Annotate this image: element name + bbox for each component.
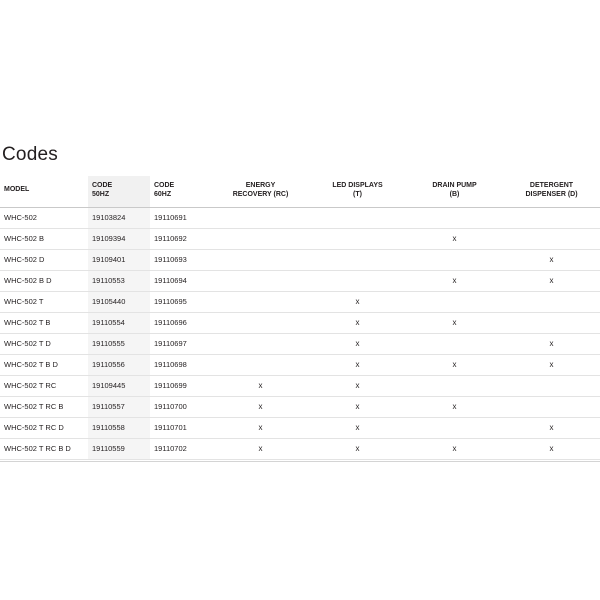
cell-model: WHC-502 T RC B D: [0, 438, 88, 459]
cell-model: WHC-502 T RC B: [0, 396, 88, 417]
cell-code-50hz: 19110555: [88, 333, 150, 354]
cell-model: WHC-502 B D: [0, 270, 88, 291]
codes-table: [0, 176, 600, 460]
column-header-code-60hz: [150, 176, 212, 207]
cell-led-displays: [309, 228, 406, 249]
cell-code-60hz: 19110691: [150, 207, 212, 228]
column-header-energy-recovery-line1: ENERGY: [245, 182, 276, 189]
cell-detergent-dispenser: x: [503, 249, 600, 270]
cell-energy-recovery: x: [212, 417, 309, 438]
cell-led-displays: x: [309, 291, 406, 312]
table-row: [0, 207, 600, 228]
column-header-detergent-dispenser: [503, 176, 600, 207]
cell-drain-pump: [406, 291, 503, 312]
table-row: [0, 375, 600, 396]
cell-detergent-dispenser: [503, 207, 600, 228]
column-header-code-50hz-line1: CODE: [92, 182, 113, 189]
cell-detergent-dispenser: [503, 291, 600, 312]
cell-code-50hz: 19109394: [88, 228, 150, 249]
cell-energy-recovery: [212, 354, 309, 375]
cell-led-displays: x: [309, 354, 406, 375]
cell-code-60hz: 19110702: [150, 438, 212, 459]
cell-drain-pump: x: [406, 354, 503, 375]
cell-detergent-dispenser: [503, 312, 600, 333]
cell-drain-pump: [406, 249, 503, 270]
cell-led-displays: x: [309, 438, 406, 459]
cell-code-50hz: 19103824: [88, 207, 150, 228]
table-header: [0, 176, 600, 207]
table-row: [0, 228, 600, 249]
cell-detergent-dispenser: x: [503, 417, 600, 438]
cell-detergent-dispenser: [503, 228, 600, 249]
table-row: [0, 270, 600, 291]
cell-detergent-dispenser: x: [503, 333, 600, 354]
cell-led-displays: x: [309, 333, 406, 354]
cell-led-displays: x: [309, 375, 406, 396]
column-header-led-displays-line2: (T): [353, 190, 362, 198]
column-header-led-displays-line1: LED DISPLAYS: [332, 182, 383, 189]
cell-model: WHC-502 T RC: [0, 375, 88, 396]
column-header-drain-pump: [406, 176, 503, 207]
cell-detergent-dispenser: [503, 396, 600, 417]
cell-energy-recovery: x: [212, 396, 309, 417]
cell-detergent-dispenser: [503, 375, 600, 396]
cell-code-60hz: 19110699: [150, 375, 212, 396]
table-row: [0, 333, 600, 354]
cell-code-60hz: 19110694: [150, 270, 212, 291]
table-row: [0, 354, 600, 375]
cell-code-50hz: 19105440: [88, 291, 150, 312]
cell-energy-recovery: [212, 312, 309, 333]
cell-code-50hz: 19110554: [88, 312, 150, 333]
table-row: [0, 396, 600, 417]
column-header-drain-pump-line1: DRAIN PUMP: [432, 182, 477, 189]
cell-drain-pump: [406, 207, 503, 228]
cell-code-50hz: 19109401: [88, 249, 150, 270]
cell-code-60hz: 19110693: [150, 249, 212, 270]
column-header-drain-pump-line2: (B): [449, 190, 460, 198]
cell-drain-pump: x: [406, 312, 503, 333]
column-header-led-displays: [309, 176, 406, 207]
codes-table-container: [0, 176, 600, 460]
column-header-energy-recovery-line2: RECOVERY (RC): [232, 190, 289, 198]
cell-model: WHC-502 T B D: [0, 354, 88, 375]
cell-drain-pump: x: [406, 270, 503, 291]
cell-led-displays: x: [309, 396, 406, 417]
column-header-code-60hz-line1: CODE: [154, 182, 175, 189]
column-header-detergent-dispenser-line2: DISPENSER (D): [525, 190, 578, 198]
cell-detergent-dispenser: x: [503, 270, 600, 291]
cell-model: WHC-502 T: [0, 291, 88, 312]
cell-detergent-dispenser: x: [503, 354, 600, 375]
cell-code-50hz: 19110557: [88, 396, 150, 417]
cell-code-60hz: 19110700: [150, 396, 212, 417]
cell-drain-pump: x: [406, 438, 503, 459]
column-header-code-50hz-line2: 50HZ: [92, 190, 110, 198]
cell-led-displays: x: [309, 312, 406, 333]
cell-detergent-dispenser: x: [503, 438, 600, 459]
cell-energy-recovery: [212, 333, 309, 354]
cell-energy-recovery: x: [212, 438, 309, 459]
column-header-code-60hz-line2: 60HZ: [154, 190, 172, 198]
cell-code-60hz: 19110696: [150, 312, 212, 333]
cell-model: WHC-502 B: [0, 228, 88, 249]
table-row: [0, 249, 600, 270]
cell-code-60hz: 19110698: [150, 354, 212, 375]
cell-code-60hz: 19110697: [150, 333, 212, 354]
cell-energy-recovery: [212, 249, 309, 270]
cell-led-displays: [309, 270, 406, 291]
cell-code-50hz: 19110558: [88, 417, 150, 438]
column-header-energy-recovery: [212, 176, 309, 207]
cell-code-50hz: 19110553: [88, 270, 150, 291]
table-row: [0, 291, 600, 312]
table-row: [0, 312, 600, 333]
cell-code-50hz: 19110556: [88, 354, 150, 375]
column-header-model-line1: MODEL: [4, 186, 30, 194]
table-body: [0, 207, 600, 459]
cell-code-60hz: 19110701: [150, 417, 212, 438]
column-header-model: [0, 176, 88, 207]
cell-drain-pump: x: [406, 228, 503, 249]
table-header-row: [0, 176, 600, 207]
cell-model: WHC-502 T D: [0, 333, 88, 354]
cell-energy-recovery: [212, 228, 309, 249]
cell-drain-pump: x: [406, 396, 503, 417]
page-title: Codes: [2, 144, 58, 165]
cell-energy-recovery: [212, 270, 309, 291]
cell-drain-pump: [406, 417, 503, 438]
cell-code-60hz: 19110695: [150, 291, 212, 312]
cell-code-50hz: 19109445: [88, 375, 150, 396]
bottom-divider: [0, 461, 600, 462]
cell-code-60hz: 19110692: [150, 228, 212, 249]
cell-model: WHC-502 T B: [0, 312, 88, 333]
table-row: [0, 438, 600, 459]
cell-drain-pump: [406, 333, 503, 354]
cell-model: WHC-502 T RC D: [0, 417, 88, 438]
cell-drain-pump: [406, 375, 503, 396]
cell-code-50hz: 19110559: [88, 438, 150, 459]
cell-model: WHC-502 D: [0, 249, 88, 270]
cell-energy-recovery: x: [212, 375, 309, 396]
cell-led-displays: [309, 207, 406, 228]
cell-led-displays: [309, 249, 406, 270]
cell-energy-recovery: [212, 207, 309, 228]
cell-led-displays: x: [309, 417, 406, 438]
cell-model: WHC-502: [0, 207, 88, 228]
column-header-code-50hz: [88, 176, 150, 207]
table-row: [0, 417, 600, 438]
column-header-detergent-dispenser-line1: DETERGENT: [529, 182, 574, 189]
cell-energy-recovery: [212, 291, 309, 312]
